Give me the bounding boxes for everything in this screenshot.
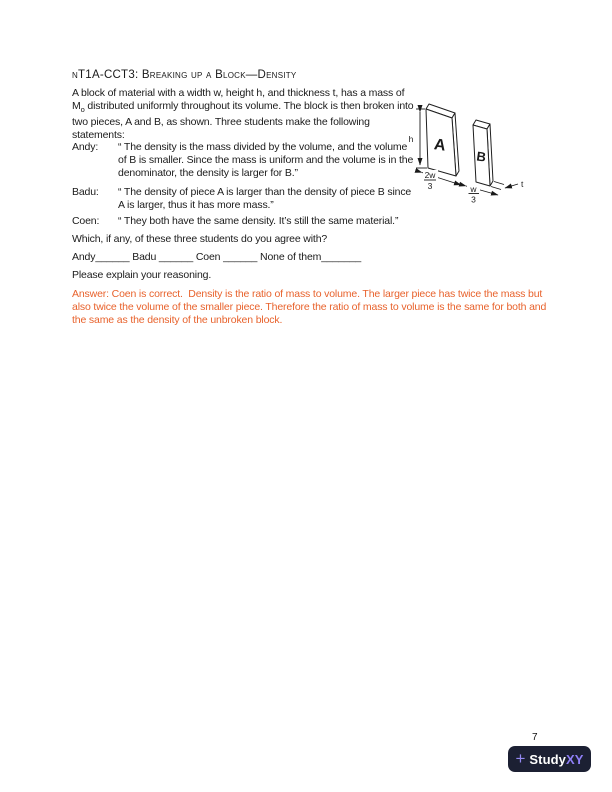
mass-subscript: o: [80, 105, 85, 115]
intro-text-before: A block of material with a width w, height h, and thickness t, has a mass of M: [72, 87, 405, 112]
student-name-andy: Andy:: [72, 141, 99, 153]
statement-andy: [72, 141, 416, 180]
width-b-numerator: w: [470, 184, 477, 194]
question-prompt: Which, if any, of these three students do you agree with?: [72, 233, 328, 245]
student-quote-andy: “ The density is the mass divided by the volume, and the volume of B is smaller. Since the mass is uniform and the volume is in the denominator, the density is larger for B.”: [118, 141, 414, 179]
intro-text-after: distributed uniformly throughout its volume. The block is then broken into two pieces, A and B, as shown. Three students make the following statements:: [72, 100, 414, 142]
intro-paragraph: [72, 87, 418, 142]
height-label: h: [408, 134, 414, 144]
plus-icon: +: [515, 748, 526, 768]
statement-badu: [72, 186, 416, 212]
page-title: nT1A-CCT3: Breaking up a Block—Density: [72, 69, 297, 81]
thickness-label: t: [521, 179, 524, 189]
block-diagram: [404, 99, 544, 214]
brand-name-primary: Study: [529, 751, 566, 767]
statement-coen: [72, 215, 416, 228]
width-b-denominator: 3: [471, 194, 476, 205]
brand-name-accent: XY: [566, 751, 584, 767]
student-quote-badu: “ The density of piece A is larger than the density of piece B since A is larger, thus it has more mass.”: [118, 186, 412, 211]
explain-prompt: Please explain your reasoning.: [72, 269, 212, 281]
student-name-badu: Badu:: [72, 186, 99, 198]
page-number: 7: [532, 732, 538, 743]
student-name-coen: Coen:: [72, 215, 100, 227]
thickness-dimension: [491, 179, 524, 190]
brand-wordmark: [529, 753, 583, 766]
student-quote-coen: “ They both have the same density. It’s still the same material.”: [118, 215, 399, 227]
height-dimension: [416, 109, 427, 168]
studyxy-logo-badge: [508, 746, 591, 772]
width-a-denominator: 3: [427, 181, 433, 191]
width-a-numerator: 2w: [424, 170, 436, 180]
answer-blanks-line: Andy______ Badu ______ Coen ______ None of them_______: [72, 251, 362, 263]
answer-text: Answer: Coen is correct. Density is the ratio of mass to volume. The larger piece has twice the mass but also twice the volume of the smaller piece. Therefore the ratio of mass to volume is the same for both and the same as the density of the unbroken block.: [72, 288, 549, 326]
block-a-letter: A: [432, 136, 447, 155]
block-b-letter: B: [475, 148, 487, 165]
